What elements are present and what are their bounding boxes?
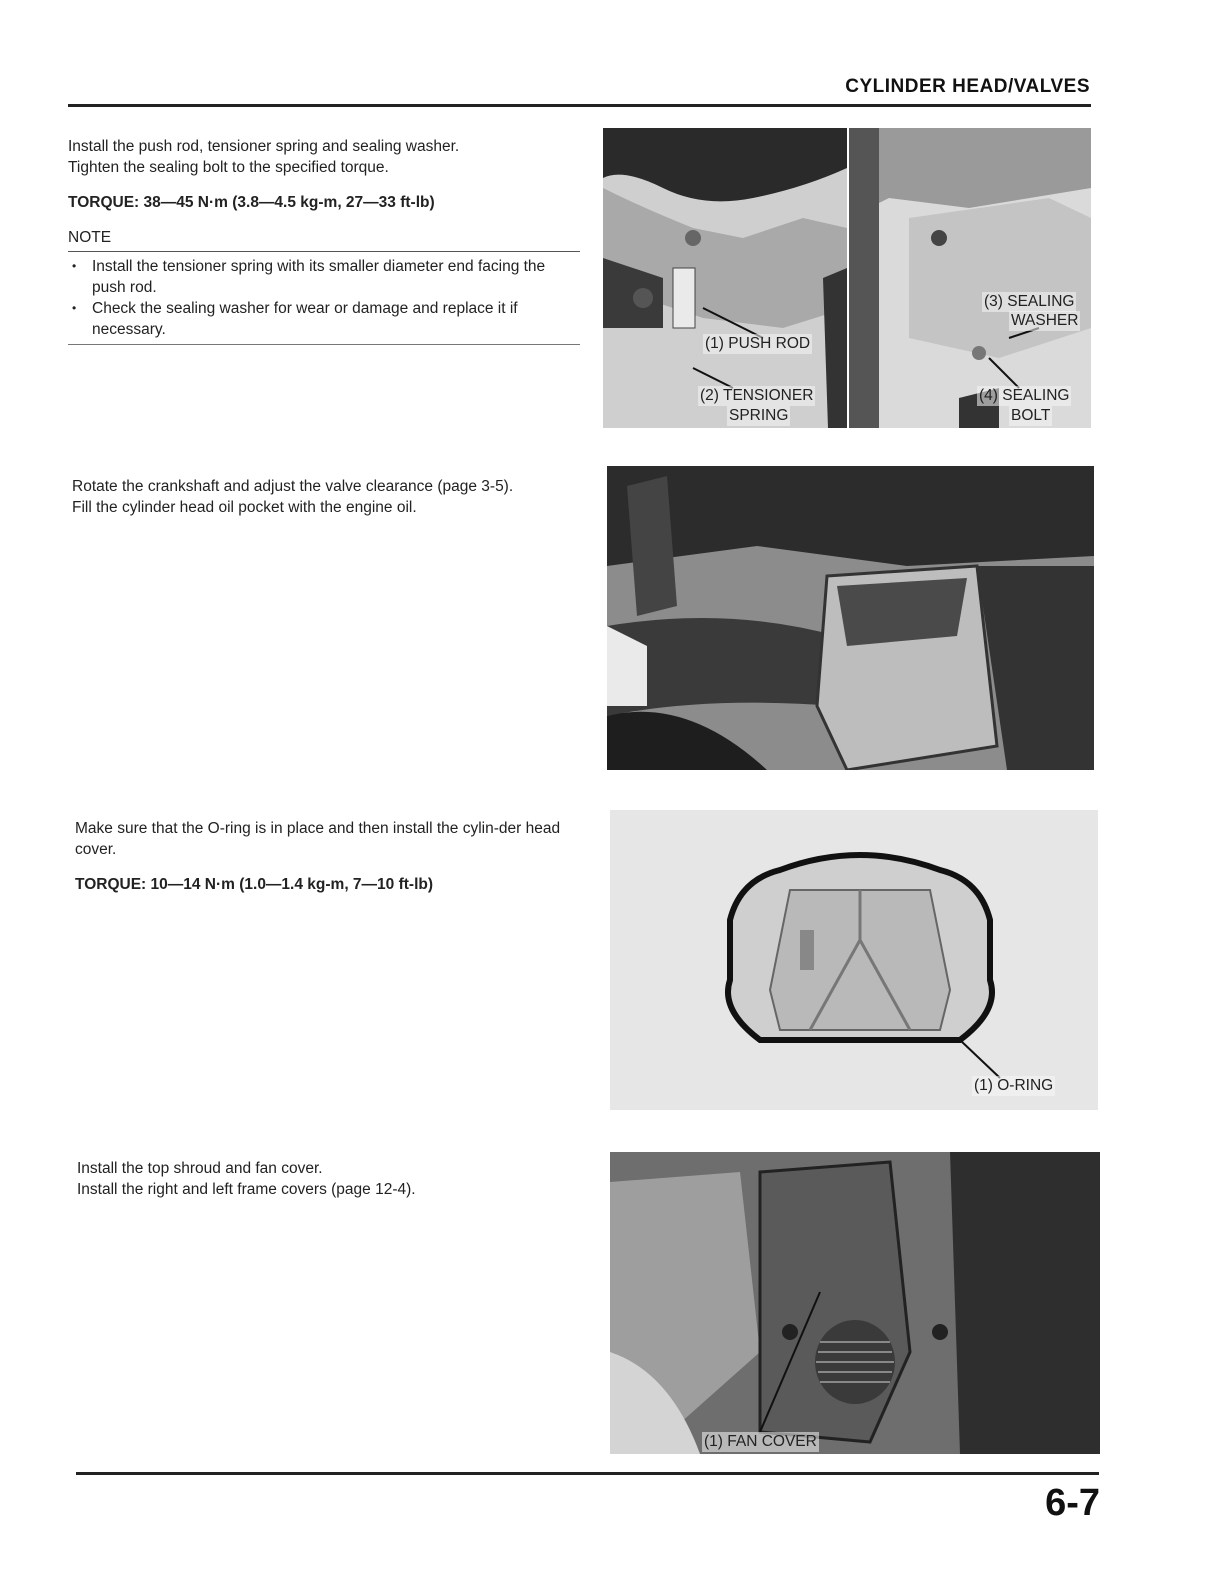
section-3-text [75, 818, 585, 895]
section-2-text [72, 476, 582, 518]
torque-spec: TORQUE: 10—14 N·m (1.0—1.4 kg-m, 7—10 ft-lb) [75, 876, 434, 893]
note-list [68, 256, 580, 340]
torque-spec: TORQUE: 38—45 N·m (3.8—4.5 kg-m, 27—33 ft-lb) [68, 194, 435, 211]
callout-o-ring: (1) O-RING [974, 1077, 1054, 1094]
instruction-line: Install the right and left frame covers (page 12-4). [77, 1181, 416, 1198]
photo-fan-cover [610, 1152, 1100, 1454]
callout-fan-cover: (1) FAN COVER [704, 1433, 817, 1450]
instruction-line: Fill the cylinder head oil pocket with the engine oil. [72, 499, 417, 516]
instruction-line: Rotate the crankshaft and adjust the valve clearance (page 3-5). [72, 478, 514, 495]
callout-tensioner-spring-2: SPRING [729, 407, 789, 424]
callout-sealing-washer-2: WASHER [1011, 312, 1079, 329]
callout-push-rod: (1) PUSH ROD [705, 335, 811, 352]
instruction-line: Tighten the sealing bolt to the specified torque. [68, 159, 389, 176]
photo-oil-pocket [607, 466, 1094, 770]
header-rule [68, 104, 1091, 107]
section-1-text [68, 136, 580, 345]
footer-rule [76, 1472, 1099, 1475]
callout-tensioner-spring: (2) TENSIONER [700, 387, 814, 404]
callout-sealing-washer: (3) SEALING [984, 293, 1075, 310]
note-rule-top [68, 251, 580, 252]
callout-sealing-bolt: (4) SEALING [979, 387, 1070, 404]
photo-sealing-bolt [849, 128, 1091, 428]
callout-sealing-bolt-2: BOLT [1011, 407, 1051, 424]
photo-o-ring [610, 810, 1098, 1110]
instruction-line: Install the push rod, tensioner spring and sealing washer. [68, 138, 460, 155]
section-4-text [77, 1158, 587, 1200]
note-label: NOTE [68, 229, 112, 246]
note-item: • Install the tensioner spring with its smaller diameter end facing the push rod. [92, 256, 580, 298]
page-header-title: CYLINDER HEAD/VALVES [845, 76, 1090, 97]
note-rule-bottom [68, 344, 580, 345]
photo-push-rod [603, 128, 847, 428]
note-item: • Check the sealing washer for wear or damage and replace it if necessary. [92, 298, 580, 340]
instruction-line: Install the top shroud and fan cover. [77, 1160, 323, 1177]
page-number: 6-7 [1045, 1482, 1100, 1524]
instruction-line: Make sure that the O-ring is in place and then install the cylin-der head cover. [75, 820, 561, 858]
